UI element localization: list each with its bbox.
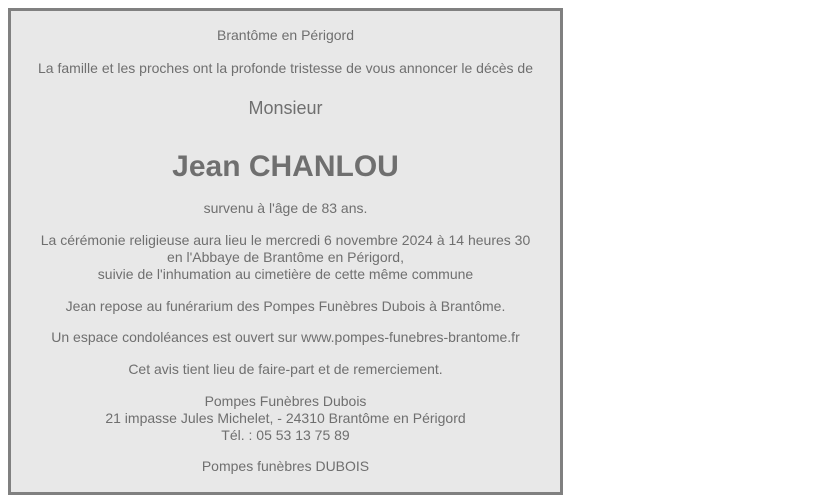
funeral-home-name: Pompes Funèbres Dubois [204,393,367,409]
deceased-name: Jean CHANLOU [172,150,399,183]
condolences-text: Un espace condoléances est ouvert sur www.pompes-funebres-brantome.fr [51,329,520,345]
obituary-notice [8,8,563,495]
funerarium-text: Jean repose au funérarium des Pompes Funèbres Dubois à Brantôme. [65,298,506,314]
ceremony-line: en l'Abbaye de Brantôme en Périgord, [167,249,404,265]
civility-title: Monsieur [248,98,323,118]
ceremony-line: suivie de l'inhumation au cimetière de cette même commune [97,266,474,282]
ceremony-block [11,232,560,283]
town-heading: Brantôme en Périgord [217,27,354,43]
age-line: survenu à l'âge de 83 ans. [203,200,368,216]
funeral-home-phone: Tél. : 05 53 13 75 89 [221,427,350,443]
announcement-text: Cet avis tient lieu de faire-part et de remerciement. [128,361,443,377]
funeral-home-block [11,393,560,444]
signature: Pompes funèbres DUBOIS [201,458,370,474]
funeral-home-address: 21 impasse Jules Michelet, - 24310 Brantôme en Périgord [105,410,466,426]
ceremony-line: La cérémonie religieuse aura lieu le mercredi 6 novembre 2024 à 14 heures 30 [40,232,531,248]
intro-text: La famille et les proches ont la profonde tristesse de vous annoncer le décès de [38,60,533,76]
